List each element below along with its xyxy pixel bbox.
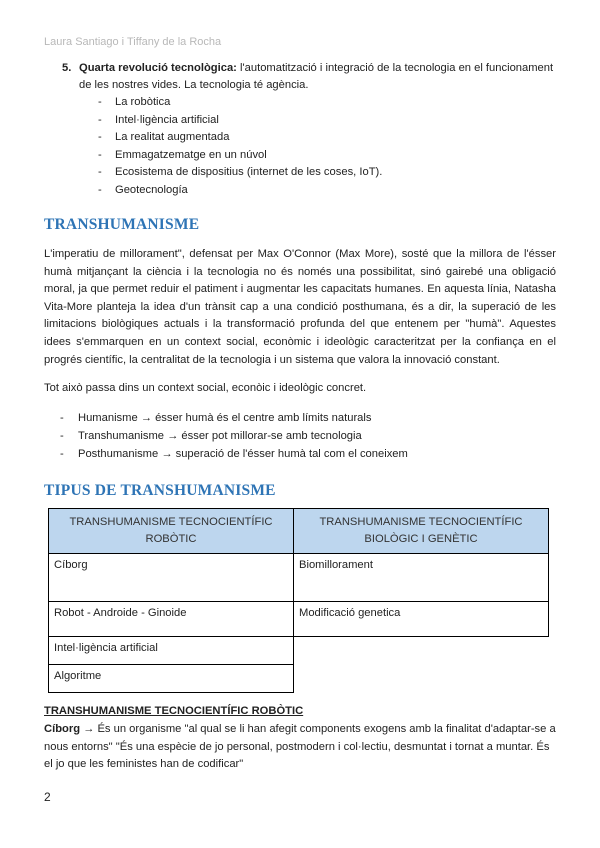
- list-item: - Ecosistema de dispositius (internet de les coses, IoT).: [98, 164, 562, 182]
- table-cell: Robot - Androide - Ginoide: [49, 602, 294, 637]
- item-title: Quarta revolució tecnològica:: [79, 62, 237, 74]
- list-item: - La realitat augmentada: [98, 129, 562, 147]
- item-body: l'automatització i integració de la tecnologia en el funcionament de les nostres vides. La tecnologia té agència.: [79, 62, 554, 91]
- humanism-list: [60, 409, 560, 463]
- item-text: [62, 60, 562, 94]
- paragraph-context: Tot això passa dins un context social, econòic i ideològic concret.: [44, 382, 367, 394]
- section-heading-tipus: TIPUS DE TRANSHUMANISME: [44, 482, 276, 499]
- page-header: Laura Santiago i Tiffany de la Rocha: [44, 36, 222, 48]
- list-item: - La robòtica: [98, 94, 562, 112]
- table-cell: Intel·ligència artificial: [49, 637, 294, 665]
- table-header-biologic: TRANSHUMANISME TECNOCIENTÍFIC BIOLÒGIC I GENÈTIC: [294, 509, 549, 554]
- tech-list: [62, 94, 562, 199]
- paragraph-transhumanisme: L'imperatiu de millorament", defensat per Max O'Connor (Max More), sosté que la millora de l'ésser humà mitjançant la ciència i la tecnologia no és només una possibilitat, sinó gairebé una obligació moral, ja que permet reduir el patiment i augmentar les capacitats humanes. En aquesta línia, Natasha Vita-More planteja la idea d'un trànsit cap a una condició posthumana, és a dir, la superació de les limitacions biològiques actuals i la transformació profunda del que entenem per "humà". Aquestes idees s'emmarquen en un context social, econòmic i ideològic caracteritzat per la confiança en el progrés científic, la centralitat de la tecnologia i un sistema que valora la innovació constant.: [44, 248, 556, 366]
- list-item: - Emmagatzematge en un núvol: [98, 147, 562, 165]
- table-empty-cell: [294, 665, 549, 693]
- list-item: - Humanisme → ésser humà és el centre amb límits naturals: [60, 409, 560, 427]
- section-heading-transhumanisme: TRANSHUMANISME: [44, 216, 200, 233]
- list-item: - Intel·ligència artificial: [98, 112, 562, 130]
- table-cell: Cíborg: [49, 554, 294, 602]
- numbered-item-5: [62, 60, 562, 199]
- table-cell: Biomillorament: [294, 554, 549, 602]
- types-table: [48, 508, 549, 693]
- table-cell: Algoritme: [49, 665, 294, 693]
- list-item: - Transhumanisme → ésser pot millorar-se amb tecnologia: [60, 427, 560, 445]
- table-header-robotic: TRANSHUMANISME TECNOCIENTÍFIC ROBÒTIC: [49, 509, 294, 554]
- paragraph-ciborg: [44, 721, 556, 774]
- term-ciborg: Cíborg: [44, 723, 81, 735]
- list-item: - Geotecnología: [98, 182, 562, 200]
- table-empty-cell: [294, 637, 549, 665]
- subheading-robotic: TRANSHUMANISME TECNOCIENTÍFIC ROBÒTIC: [44, 705, 304, 717]
- ciborg-definition: → És un organisme "al qual se li han afegit components exogens amb la finalitat d'adaptar-se a nous entorns" "És una espècie de jo personal, postmodern i col·lectiu, desmuntat i tornat a muntar. És el jo que les feministes han de codificar": [44, 723, 556, 771]
- page-number: 2: [44, 790, 51, 804]
- table-cell: Modificació genetica: [294, 602, 549, 637]
- item-number: 5.: [62, 62, 72, 74]
- list-item: - Posthumanisme → superació de l'ésser humà tal com el coneixem: [60, 445, 560, 463]
